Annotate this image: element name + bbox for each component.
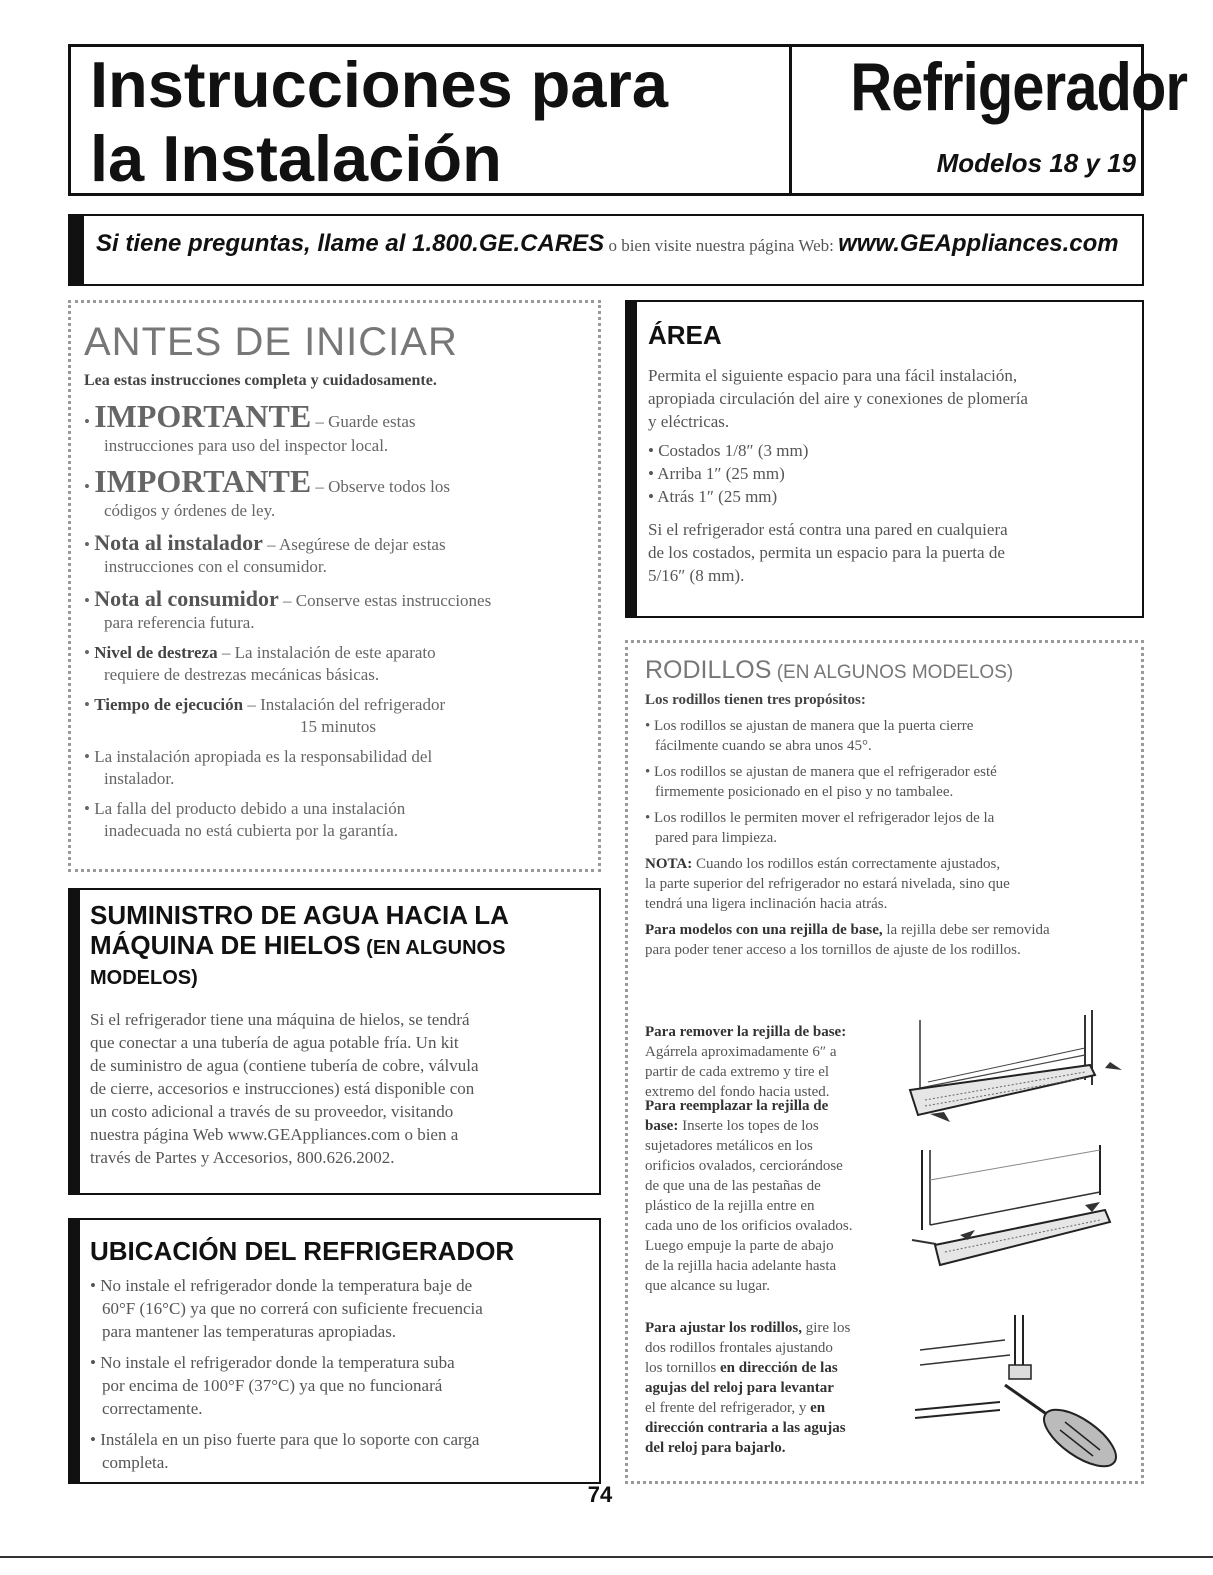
imp2-text2: códigos y órdenes de ley.: [104, 501, 276, 520]
rod-b2-l2: firmemente posicionado en el piso y no tambalee.: [655, 784, 954, 800]
remover-line-1: Agárrela aproximadamente 6″ a: [645, 1044, 837, 1060]
ubic-b1-l1: • No instale el refrigerador donde la temperatura baje de: [90, 1276, 473, 1295]
ajustar-l3b: en dirección de las: [720, 1360, 838, 1376]
ajustar-l7: del reloj para bajarlo.: [645, 1440, 786, 1456]
rod-nota-l2: la parte superior del refrigerador no estará nivelada, sino que: [645, 876, 1010, 892]
area-item-2: • Arriba 1″ (25 mm): [648, 464, 785, 483]
area-intro1: Permita el siguiente espacio para una fácil instalación,: [648, 366, 1018, 385]
title-line-1: Instrucciones para: [90, 48, 668, 121]
area-item-1: • Costados 1/8″ (3 mm): [648, 441, 809, 460]
roller-adjust-illustration: [905, 1310, 1130, 1475]
rod-nota-l3: tendrá una ligera inclinación hacia atrás.: [645, 896, 888, 912]
imp1-text: – Guarde estas: [311, 412, 416, 431]
reemp-first-line: [645, 1116, 915, 1136]
reemp-lines: [645, 1136, 915, 1296]
area-p1: Si el refrigerador está contra una pared en cualquiera: [648, 520, 1008, 539]
inst-line2: instalador.: [104, 769, 175, 788]
falla-line1: La falla del producto debido a una instalación: [94, 799, 406, 818]
suministro-accent: [68, 888, 80, 1195]
ubic-b1-l3: para mantener las temperaturas apropiadas.: [102, 1322, 397, 1341]
reemp-head1: Para reemplazar la rejilla de: [645, 1098, 829, 1114]
area-accent: [625, 300, 637, 618]
ubic-b2-l1: • No instale el refrigerador donde la temperatura suba: [90, 1353, 455, 1372]
suministro-title-line1: SUMINISTRO DE AGUA HACIA LA: [90, 900, 509, 930]
rod-b3-l2: pared para limpieza.: [655, 830, 778, 846]
reemp-head2: base:: [645, 1118, 679, 1134]
suministro-title-line2: [90, 930, 590, 963]
reemp-first: Inserte los topes de los: [678, 1118, 819, 1134]
reemp-line-5: cada uno de los orificios ovalados.: [645, 1218, 853, 1234]
rod-b3-l1: • Los rodillos le permiten mover el refrigerador lejos de la: [645, 810, 995, 826]
nota-inst-text2: instrucciones con el consumidor.: [104, 557, 327, 576]
bottom-rule: [0, 1556, 1213, 1558]
header-divider: [789, 44, 792, 196]
reemp-line-2: orificios ovalados, cerciorándose: [645, 1158, 843, 1174]
imp1-head: IMPORTANTE: [94, 398, 312, 434]
ubic-b2-l3: correctamente.: [102, 1399, 203, 1418]
rod-b1-l2: fácilmente cuando se abra unos 45°.: [655, 738, 872, 754]
rodillos-title-small: (EN ALGUNOS MODELOS): [771, 662, 1014, 683]
ubic-b3-l2: completa.: [102, 1453, 169, 1472]
area-p3: 5/16″ (8 mm).: [648, 566, 745, 585]
nota-cons-text: – Conserve estas instrucciones: [278, 591, 492, 610]
rodillos-top: [645, 690, 1130, 960]
models-label: Modelos 18 y 19: [936, 148, 1136, 178]
ajustar-line3: [645, 1358, 935, 1378]
title-line-2: la Instalación: [90, 122, 502, 195]
ubicacion-list: [90, 1274, 590, 1474]
area-intro3: y eléctricas.: [648, 412, 730, 431]
area-body: [648, 364, 1138, 587]
imp1-text2: instrucciones para uso del inspector local.: [104, 436, 389, 455]
nivel-head: Nivel de destreza: [94, 643, 218, 662]
suministro-line-1: Si el refrigerador tiene una máquina de hielos, se tendrá: [90, 1010, 470, 1029]
suministro-line-3: de suministro de agua (contiene tubería de cobre, válvula: [90, 1056, 479, 1075]
reemplazar-text: [645, 1096, 915, 1296]
remover-head: Para remover la rejilla de base:: [645, 1024, 847, 1040]
reemp-line-3: de que una de las pestañas de: [645, 1178, 821, 1194]
ajustar-l4: agujas del reloj para levantar: [645, 1380, 834, 1396]
rod-nota-line1: [645, 854, 1130, 874]
rod-b2-l1: • Los rodillos se ajustan de manera que el refrigerador esté: [645, 764, 997, 780]
suministro-line-2: que conectar a una tubería de agua potable fría. Un kit: [90, 1033, 459, 1052]
suministro-line-7: través de Partes y Accesorios, 800.626.2002.: [90, 1148, 395, 1167]
ajustar-l6: dirección contraria a las agujas: [645, 1420, 846, 1436]
rod-base-head: Para modelos con una rejilla de base,: [645, 922, 883, 938]
nivel-text2: requiere de destrezas mecánicas básicas.: [104, 665, 380, 684]
ajustar-l5b: en: [810, 1400, 826, 1416]
remover-line-3: extremo del fondo hacia usted.: [645, 1084, 830, 1100]
imp2-text: – Observe todos los: [311, 477, 450, 496]
nivel-text: – La instalación de este aparato: [217, 643, 436, 662]
rod-base-line1: [645, 920, 1130, 940]
inst-line1: La instalación apropiada es la responsabilidad del: [94, 747, 433, 766]
ajustar-l1: gire los: [801, 1320, 851, 1336]
suministro-title-line3: MODELOS): [90, 967, 198, 989]
tiempo-text: – Instalación del refrigerador: [243, 695, 446, 714]
instalacion-item: • La instalación apropiada es la responsabilidad del: [84, 747, 433, 766]
contact-line: [96, 230, 1136, 258]
grille-replace-illustration: [900, 1140, 1130, 1280]
ubicacion-accent: [68, 1218, 80, 1484]
grille-removal-illustration: [900, 1010, 1130, 1130]
ajustar-l2: dos rodillos frontales ajustando: [645, 1340, 833, 1356]
area-items: [648, 439, 1138, 508]
nota-cons-item: • Nota al consumidor – Conserve estas instrucciones: [84, 586, 492, 611]
ubic-b2-l2: por encima de 100°F (37°C) ya que no funcionará: [102, 1376, 443, 1395]
imp1-item: • IMPORTANTE – Guarde estas: [84, 398, 416, 434]
imp2-head: IMPORTANTE: [94, 463, 312, 499]
antes-intro: Lea estas instrucciones completa y cuidadosamente.: [84, 372, 437, 389]
falla-item: • La falla del producto debido a una instalación: [84, 799, 406, 818]
ubic-b1-l2: 60°F (16°C) ya que no correrá con suficiente frecuencia: [102, 1299, 483, 1318]
rodillos-title: [645, 656, 1013, 685]
ubic-b3-l1: • Instálela en un piso fuerte para que lo soporte con carga: [90, 1430, 480, 1449]
antes-list: [84, 398, 589, 842]
rod-base-l2: para poder tener acceso a los tornillos de ajuste de los rodillos.: [645, 942, 1021, 958]
contact-website-link[interactable]: www.GEAppliances.com: [838, 230, 1119, 257]
nota-inst-item: • Nota al instalador – Asegúrese de dejar estas: [84, 530, 446, 555]
remover-lines: [645, 1042, 915, 1102]
nota-cons-text2: para referencia futura.: [104, 613, 255, 632]
ajustar-head: Para ajustar los rodillos,: [645, 1320, 802, 1336]
ajustar-l5a: el frente del refrigerador, y: [645, 1400, 811, 1416]
reemp-line-8: que alcance su lugar.: [645, 1278, 770, 1294]
antes-title: ANTES DE INICIAR: [84, 320, 458, 364]
suministro-line-4: de cierre, accesorios e instrucciones) está disponible con: [90, 1079, 475, 1098]
nivel-item: • Nivel de destreza – La instalación de este aparato: [84, 643, 436, 662]
area-p2: de los costados, permita un espacio para la puerta de: [648, 543, 1005, 562]
suministro-title-small: (EN ALGUNOS: [360, 937, 506, 959]
rod-b1-l1: • Los rodillos se ajustan de manera que la puerta cierre: [645, 718, 974, 734]
nota-inst-text: – Asegúrese de dejar estas: [262, 535, 446, 554]
rod-base-l1: la rejilla debe ser removida: [882, 922, 1050, 938]
suministro-title-main: MÁQUINA DE HIELOS: [90, 930, 361, 960]
tiempo-item: • Tiempo de ejecución – Instalación del refrigerador: [84, 695, 446, 714]
falla-line2: inadecuada no está cubierta por la garantía.: [104, 821, 399, 840]
page-number: 74: [587, 1482, 613, 1507]
nota-inst-head: Nota al instalador: [94, 530, 263, 555]
reemp-line-1: sujetadores metálicos en los: [645, 1138, 813, 1154]
suministro-line-6: nuestra página Web www.GEAppliances.com o bien a: [90, 1125, 459, 1144]
area-intro2: apropiada circulación del aire y conexiones de plomería: [648, 389, 1028, 408]
ajustar-line5: [645, 1398, 935, 1418]
remover-line-2: partir de cada extremo y tire el: [645, 1064, 830, 1080]
tiempo-head: Tiempo de ejecución: [94, 695, 244, 714]
ajustar-text: [645, 1318, 935, 1458]
area-title: ÁREA: [648, 320, 722, 350]
nota-cons-head: Nota al consumidor: [94, 586, 279, 611]
ajustar-l3a: los tornillos: [645, 1360, 721, 1376]
contact-bar-accent: [68, 214, 84, 286]
reemp-line-4: plástico de la rejilla entre en: [645, 1198, 815, 1214]
reemp-line-7: de la rejilla hacia adelante hasta: [645, 1258, 837, 1274]
product-name: Refrigerador: [850, 49, 1188, 125]
contact-middle: o bien visite nuestra página Web:: [604, 236, 839, 255]
rodillos-title-main: RODILLOS: [645, 656, 772, 684]
contact-phone: Si tiene preguntas, llame al 1.800.GE.CARES: [96, 230, 605, 257]
imp2-item: • IMPORTANTE – Observe todos los: [84, 463, 450, 499]
rodillos-intro: Los rodillos tienen tres propósitos:: [645, 692, 866, 708]
ubicacion-title: UBICACIÓN DEL REFRIGERADOR: [90, 1236, 515, 1266]
rod-nota-l1: Cuando los rodillos están correctamente ajustados,: [692, 856, 1001, 872]
remover-text: [645, 1022, 915, 1102]
rod-nota-head: NOTA:: [645, 856, 693, 872]
suministro-body: [90, 1008, 590, 1169]
suministro-line-5: un costo adicional a través de su proveedor, visitando: [90, 1102, 454, 1121]
area-item-3: • Atrás 1″ (25 mm): [648, 487, 778, 506]
reemp-line-6: Luego empuje la parte de abajo: [645, 1238, 834, 1254]
ajustar-line1: [645, 1318, 935, 1338]
tiempo-text2: 15 minutos: [300, 717, 377, 736]
page-title: [90, 48, 770, 196]
suministro-title: [90, 900, 590, 993]
